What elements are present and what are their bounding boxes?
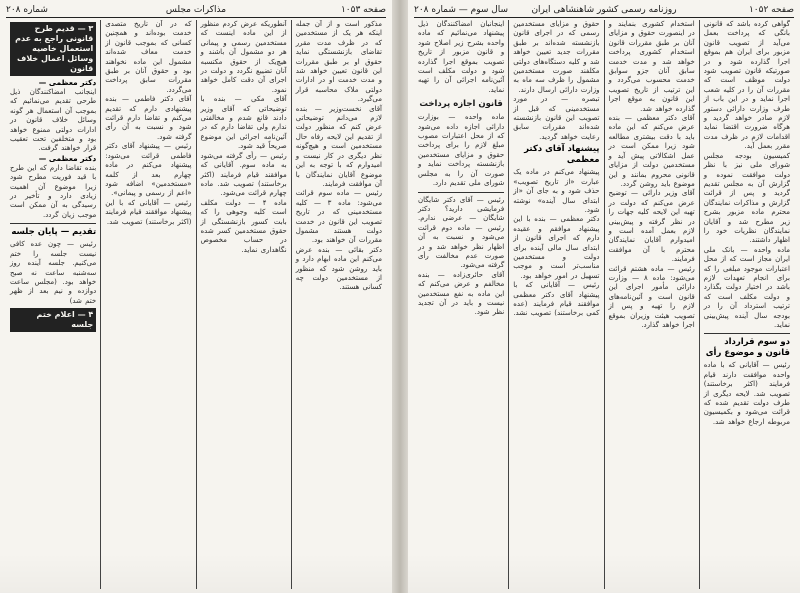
paragraph: رئیس — ماده سوم قرائت می‌شود: ماده ۳ — کلیه مستخدمینی که در تاریخ تصویب این قانون در خدمت دولت هستند مشمول مقررات آن خواهند بود. xyxy=(295,189,382,245)
paragraph: دکتر بقائی — بنده عرض می‌کنم این ماده ابهام دارد و باید روشن شود که منظور از مستخدمین دولت چه کسانی هستند. xyxy=(295,245,382,292)
paragraph: کمیسیون بودجه مجلس شورای ملی نیز با نظر دولت موافقت نموده و گزارش آن به مجلس تقدیم گردید و پس از قرائت گزارش و مذاکرات نمایندگان محترم ماده مزبور بشرح زیر مطرح شد و آقایان نمایندگان نظریات خود را اظهار داشتند. xyxy=(703,151,790,245)
text-column xyxy=(100,20,195,589)
left-page-number: صفحه ۱۰۵۳ xyxy=(340,5,386,15)
right-page-issue: سال سوم — شماره ۲۰۸ xyxy=(414,5,509,15)
paragraph: آقای مکی — بنده با توضیحاتی که آقای وزیر دادند قانع شدم و مخالفتی ندارم ولی تقاضا دارم که در آئین‌نامه اجرائی این موضوع صریحاً قید شود. xyxy=(200,95,287,151)
paragraph: رئیس — آقایانی که با این پیشنهاد موافقند قیام فرمایند (اکثر برخاستند) تصویب شد. xyxy=(105,198,192,226)
right-page xyxy=(408,0,800,593)
paragraph: که در آن تاریخ متصدی خدمت بوده‌اند و همچنین کسانی که بموجب قانون از خدمت معاف شده‌اند مشمول این ماده نخواهند بود و حقوق آنان بر طبق مقررات سابق پرداخت می‌گردد. xyxy=(105,20,192,94)
paragraph: آقای حائری‌زاده — بنده مخالفم و عرض می‌کنم که این ماده به نفع مستخدمین نیست و باید در آن تجدید نظر شود. xyxy=(418,270,505,317)
paragraph: رئیس — آقایانی که با ماده واحده موافقت دارند قیام فرمایند (اکثر برخاستند) تصویب شد. لایحه دیگری از طرف دولت تقدیم شده که قرائت می‌شود و بکمیسیون مربوطه ارجاع خواهد شد. xyxy=(703,361,790,426)
left-page-title: مذاکرات مجلس xyxy=(165,5,227,15)
paragraph: پیشنهاد می‌کنم در ماده یک عبارت «از تاریخ تصویب» حذف شود و به جای آن «از ابتدای سال آینده» نوشته شود. xyxy=(513,168,600,214)
right-page-number: صفحه ۱۰۵۲ xyxy=(748,5,794,15)
section-heading: دو سوم قرارداد قانون و موضوع رأی xyxy=(705,337,790,359)
section-heading: پیشنهاد آقای دکتر معظمی xyxy=(524,144,600,166)
paragraph: مذکور است و از آن جمله اینکه هر یک از مستخدمین که در ظرف مدت مقرر تقاضای بازنشستگی نماید حقوق او بر طبق مقررات این قانون تعیین خواهد شد و مدت خدمت او در ادارات دولتی ملاک محاسبه قرار می‌گیرد. xyxy=(295,20,382,104)
paragraph: رئیس — ماده هشتم قرائت می‌شود: ماده ۸ — وزارت دارائی مأمور اجرای این قانون است و آئین‌نامه‌های لازم را تهیه و پس از تصویب هیئت وزیران بموقع اجرا خواهد گذارد. xyxy=(608,264,695,329)
text-column xyxy=(604,20,699,589)
section-heading: تقدیم — پایان جلسه xyxy=(11,227,97,238)
paragraph: ماده ۴ — دولت مکلف است کلیه وجوهی را که بابت کسور بازنشستگی از حقوق مستخدمین کسر شده در حساب مخصوص نگاهداری نماید. xyxy=(200,198,287,254)
law-title: قانون اجازه پرداخت xyxy=(419,99,503,110)
paragraph: رئیس — رأی گرفته می‌شود به ماده سوم. آقایانی که موافقند قیام فرمایند (اکثر برخاستند) تصویب شد. ماده چهارم قرائت می‌شود. xyxy=(200,151,287,198)
speaker-name: دکتر معظمی — xyxy=(38,78,97,87)
paragraph: گواهی کرده باشد که قانونی بانگی که پرداخت بعمل می‌آید از تصویب قانون مزبور برای ایران هم بموقع اجرا گذارده شود و در صورتیکه قانون تصویب شود دولت موظف است که مقررات آن را در کلیه شعب اجرا نماید و در این باب از طرف وزارت دارائی دستور لازم صادر خواهد گردید و هرگاه ضرورت اقتضا نماید اقدامات لازم در ظرف مدت مقرر بعمل آید. xyxy=(703,20,790,151)
paragraph: دکتر معظمی — بنده با این پیشنهاد موافقم و عقیده دارم که اجرای قانون از ابتدای سال مالی آینده برای دولت و مستخدمین مناسب‌تر است و موجب تسهیل در امور خواهد بود. xyxy=(513,215,600,280)
paragraph: استخدام کشوری بنمایند و در اینصورت حقوق و مزایای آنان بر طبق مقررات قانون استخدام کشوری پرداخت خواهد شد و مدت خدمت سابق آنان جزو سوابق خدمت محسوب می‌گردد و این ترتیب از تاریخ تصویب این قانون به موقع اجرا گذارده خواهد شد. xyxy=(608,20,695,113)
paragraph: اینجانبان امضاکنندگان ذیل پیشنهاد می‌نمائیم که ماده واحده بشرح زیر اصلاح شود و قانون مزبور از تاریخ تصویب بموقع اجرا گذارده شود و دولت مکلف است آئین‌نامه اجرائی آن را تهیه نماید. xyxy=(418,20,505,94)
column-rule xyxy=(704,333,790,334)
paragraph: ماده واحده — بانک ملی ایران مجاز است که از محل اعتبارات موجود مبلغی را که برای انجام تعهدات لازم باشد در اختیار دولت بگذارد و دولت مکلف است که ترتیب استرداد آن را در بودجه سال آینده پیش‌بینی نماید. xyxy=(703,245,790,329)
left-page-header xyxy=(6,3,386,18)
text-column xyxy=(414,20,508,589)
speaker-name: دکتر معظمی — xyxy=(38,153,97,163)
boxed-heading: ۳ — قدیم طرح قانونی راجع به عدم استعمال خاصیه وسائل اعمال خلاف قانون xyxy=(10,22,96,76)
text-column xyxy=(6,20,100,589)
book-gutter xyxy=(392,0,408,593)
paragraph: رئیس — آقایانی که با پیشنهاد آقای دکتر معظمی موافقند قیام فرمایند (عده کمی برخاستند) تصویب نشد. xyxy=(513,281,600,318)
left-page-columns xyxy=(6,20,386,589)
paragraph: رئیس — آقای دکتر شایگان فرمایشی دارید؟ دکتر شایگان — عرضی ندارم. رئیس — ماده دوم قرائت می‌شود و نسبت به آن اظهار نظر خواهد شد و در صورت عدم مخالفت رأی گرفته می‌شود. xyxy=(418,195,505,270)
right-page-title: روزنامه رسمی کشور شاهنشاهی ایران xyxy=(531,5,677,15)
right-page-columns xyxy=(414,20,794,589)
paragraph: آقای دکتر فاطمی — بنده پیشنهادی دارم که تقدیم می‌کنم و تقاضا دارم قرائت شود و نسبت به آن رأی گرفته شود. xyxy=(105,95,192,141)
paragraph: آقای دکتر معظمی — بنده عرض می‌کنم که این ماده باید با دقت بیشتری مطالعه شود زیرا ممکن است در عمل اشکالاتی پیش آید و مستخدمین دولت از مزایای قانونی محروم بمانند و این موضوع باید روشن گردد. xyxy=(608,114,695,188)
column-rule xyxy=(418,192,504,193)
left-page xyxy=(0,0,392,593)
text-column xyxy=(508,20,603,589)
text-column xyxy=(291,20,386,589)
paragraph: آقای نخست‌وزیر — بنده لازم می‌دانم توضیحاتی عرض کنم که منظور دولت از تقدیم این لایحه رفاه حال مستخدمین است و هیچ‌گونه نظر دیگری در کار نیست و امیدوارم که با توجه به این موضوع آقایان نمایندگان با آن موافقت فرمایند. xyxy=(295,104,382,188)
paragraph: آقای وزیر دارائی — توضیح عرض می‌کنم که دولت در تهیه این لایحه کلیه جهات را در نظر گرفته و پیش‌بینی لازم بعمل آمده است و امیدوارم آقایان نمایندگان محترم با آن موافقت فرمایند. xyxy=(608,189,695,264)
right-page-header xyxy=(414,3,794,18)
paragraph: رئیس — پیشنهاد آقای دکتر فاطمی قرائت می‌شود: پیشنهاد می‌کنم در ماده چهارم بعد از کلمه «مستخدمین» اضافه شود «اعم از رسمی و پیمانی». xyxy=(105,142,192,198)
text-column xyxy=(196,20,291,589)
boxed-heading: ۴ — اعلام ختم جلسه xyxy=(10,308,96,332)
paragraph: حقوق و مزایای مستخدمین رسمی که در اجرای قانون بازنشسته شده‌اند بر طبق مقررات جدید تعیین خواهد شد و کلیه دستگاه‌های دولتی مکلفند صورت مستخدمین مشمول را ظرف سه ماه به وزارت دارائی ارسال دارند. xyxy=(513,20,600,94)
paragraph: رئیس — چون عده کافی نیست جلسه را ختم می‌کنیم. جلسه آینده روز سه‌شنبه ساعت نه صبح خواهد بود. (مجلس ساعت دوازده و نیم بعد از ظهر ختم شد) xyxy=(10,240,97,305)
text-column xyxy=(699,20,794,589)
paragraph: بنده تقاضا دارم که این طرح با قید فوریت مطرح شود زیرا موضوع آن اهمیت زیادی دارد و تأخیر در رسیدگی به آن ممکن است موجب زیان گردد. xyxy=(9,163,97,219)
paragraph: تبصره — در مورد مستخدمینی که قبل از تصویب این قانون بازنشسته شده‌اند مقررات سابق رعایت خواهد گردید. xyxy=(513,95,600,141)
paragraph: اینجانب امضاکنندگان ذیل طرحی تقدیم می‌نمائیم که بموجب آن استعمال هر گونه وسائل خلاف قانون در ادارات دولتی ممنوع خواهد بود و متخلفین تحت تعقیب قرار خواهند گرفت. xyxy=(10,88,97,153)
left-page-issue: شماره ۲۰۸ xyxy=(6,5,48,15)
paragraph: ماده واحده — بوزارت دارائی اجازه داده می‌شود که از محل اعتبارات مصوب مبلغ لازم را برای پرداخت حقوق و مزایای مستخدمین بازنشسته پرداخت نماید و صورت آن را به مجلس شورای ملی تقدیم دارد. xyxy=(418,113,505,188)
column-rule xyxy=(10,223,96,224)
paragraph: آنطوریکه عرض کردم منظور از این ماده اینست که مستخدمین رسمی و پیمانی هر دو مشمول آن باشند و هیچ‌یک از حقوق مکتسبه آنان تضییع نگردد و دولت در اجرای آن دقت کامل خواهد نمود. xyxy=(200,20,287,94)
